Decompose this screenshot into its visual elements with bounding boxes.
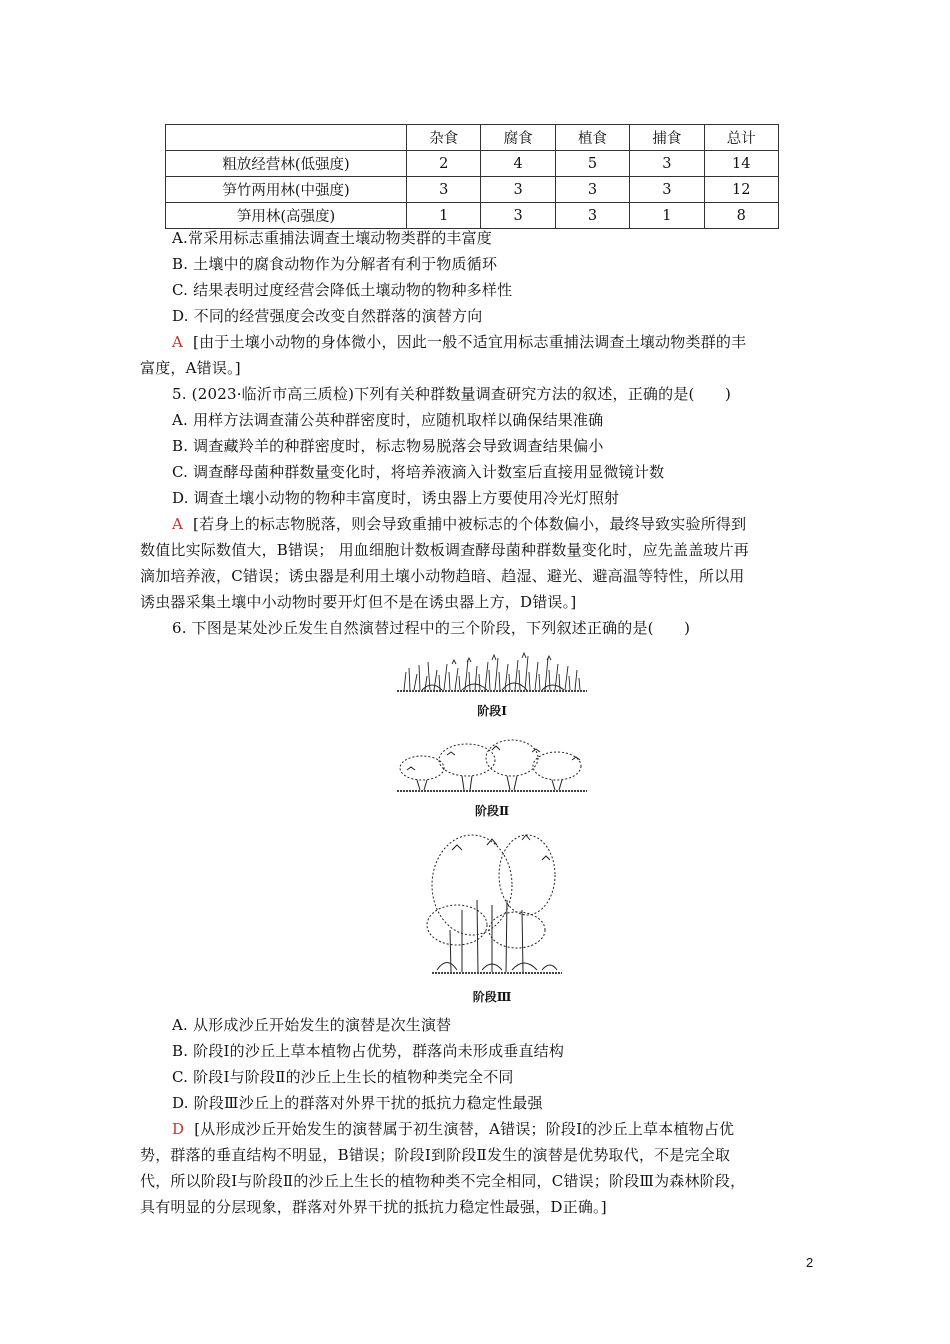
stage-3-figure bbox=[392, 830, 592, 1010]
stage-2-figure bbox=[392, 730, 592, 822]
q4-option-a: A.常采用标志重捕法调查土壤动物类群的丰富度 bbox=[172, 229, 493, 247]
table-cell: 3 bbox=[555, 177, 629, 203]
table-cell: 8 bbox=[704, 203, 778, 229]
q6-option-c: C. 阶段Ⅰ与阶段Ⅱ的沙丘上生长的植物种类完全不同 bbox=[172, 1068, 514, 1086]
shrubland-illustration bbox=[392, 730, 592, 796]
table-header-cell: 植食 bbox=[555, 125, 629, 151]
q5-option-d: D. 调查土壤小动物的物种丰富度时，诱虫器上方要使用冷光灯照射 bbox=[172, 489, 620, 507]
table-header-cell: 总计 bbox=[704, 125, 778, 151]
table-header-row bbox=[166, 125, 779, 151]
q5-explanation: [若身上的标志物脱落，则会导致重捕中被标志的个体数偏小，最终导致实验所得到 bbox=[193, 515, 747, 533]
table-header-cell: 捕食 bbox=[630, 125, 704, 151]
q5-option-a: A. 用样方法调查蒲公英种群密度时，应随机取样以确保结果准确 bbox=[172, 411, 604, 429]
q6-explanation: 代，所以阶段Ⅰ与阶段Ⅱ的沙丘上生长的植物种类不完全相同，C错误；阶段Ⅲ为森林阶段， bbox=[140, 1172, 746, 1190]
table-header-cell: 腐食 bbox=[481, 125, 555, 151]
table-cell: 3 bbox=[555, 203, 629, 229]
table-cell: 3 bbox=[407, 177, 481, 203]
table-cell: 14 bbox=[704, 151, 778, 177]
table-cell: 1 bbox=[407, 203, 481, 229]
q4-answer-key: A bbox=[172, 333, 184, 351]
q6-answer-line bbox=[172, 1119, 734, 1139]
q4-explanation: 富度，A错误。] bbox=[140, 359, 241, 377]
table-cell: 4 bbox=[481, 151, 555, 177]
stage-3-caption: 阶段Ⅲ bbox=[472, 990, 512, 1004]
q6-option-d: D. 阶段Ⅲ沙丘上的群落对外界干扰的抵抗力稳定性最强 bbox=[172, 1094, 543, 1112]
table-header-cell: 杂食 bbox=[407, 125, 481, 151]
q6-explanation: [从形成沙丘开始发生的演替属于初生演替，A错误；阶段Ⅰ的沙丘上草本植物占优 bbox=[194, 1120, 735, 1138]
soil-animal-table bbox=[165, 124, 779, 229]
q6-explanation: 势，群落的垂直结构不明显，B错误；阶段Ⅰ到阶段Ⅱ发生的演替是优势取代，不是完全取 bbox=[140, 1146, 731, 1164]
q6-option-b: B. 阶段Ⅰ的沙丘上草本植物占优势，群落尚未形成垂直结构 bbox=[172, 1042, 565, 1060]
q4-answer-line bbox=[172, 332, 746, 352]
q5-explanation: 数值比实际数值大，B错误； 用血细胞计数板调查酵母菌种群数量变化时，应先盖盖玻片再 bbox=[140, 541, 749, 559]
table-cell: 3 bbox=[630, 177, 704, 203]
forest-illustration bbox=[392, 830, 592, 980]
q5-answer-key: A bbox=[172, 515, 184, 533]
table-header-cell bbox=[166, 125, 407, 151]
table-cell: 3 bbox=[630, 151, 704, 177]
q5-explanation: 诱虫器采集土壤中小动物时要开灯但不是在诱虫器上方，D错误。] bbox=[140, 593, 577, 611]
grassland-illustration bbox=[392, 650, 592, 695]
table-row bbox=[166, 177, 779, 203]
q5-stem: 5. (2023·临沂市高三质检)下列有关种群数量调查研究方法的叙述，正确的是( ) bbox=[172, 385, 732, 403]
table-cell: 3 bbox=[481, 203, 555, 229]
q5-option-c: C. 调查酵母菌种群数量变化时，将培养液滴入计数室后直接用显微镜计数 bbox=[172, 463, 665, 481]
q4-explanation: [由于土壤小动物的身体微小，因此一般不适宜用标志重捕法调查土壤动物类群的丰 bbox=[193, 333, 747, 351]
table-row bbox=[166, 203, 779, 229]
stage-2-caption: 阶段Ⅱ bbox=[474, 804, 510, 818]
q5-option-b: B. 调查藏羚羊的种群密度时，标志物易脱落会导致调查结果偏小 bbox=[172, 437, 604, 455]
q6-stem: 6. 下图是某处沙丘发生自然演替过程中的三个阶段，下列叙述正确的是( ) bbox=[172, 619, 691, 637]
q6-explanation: 具有明显的分层现象，群落对外界干扰的抵抗力稳定性最强，D正确。] bbox=[140, 1198, 607, 1216]
table-row bbox=[166, 151, 779, 177]
q5-answer-line bbox=[172, 514, 746, 534]
table-cell: 笋用林(高强度) bbox=[166, 203, 407, 229]
page-number: 2 bbox=[806, 1255, 814, 1270]
q6-answer-key: D bbox=[172, 1120, 185, 1138]
table-cell: 5 bbox=[555, 151, 629, 177]
q4-option-c: C. 结果表明过度经营会降低土壤动物的物种多样性 bbox=[172, 281, 513, 299]
q5-explanation: 滴加培养液，C错误；诱虫器是利用土壤小动物趋暗、趋湿、避光、避高温等特性，所以用 bbox=[140, 567, 745, 585]
stage-1-figure bbox=[392, 650, 592, 720]
table-cell: 1 bbox=[630, 203, 704, 229]
q4-option-b: B. 土壤中的腐食动物作为分解者有利于物质循环 bbox=[172, 255, 498, 273]
table-cell: 粗放经营林(低强度) bbox=[166, 151, 407, 177]
q6-option-a: A. 从形成沙丘开始发生的演替是次生演替 bbox=[172, 1016, 452, 1034]
table-cell: 12 bbox=[704, 177, 778, 203]
q4-option-d: D. 不同的经营强度会改变自然群落的演替方向 bbox=[172, 307, 483, 325]
table-cell: 3 bbox=[481, 177, 555, 203]
stage-1-caption: 阶段Ⅰ bbox=[477, 704, 507, 718]
table-cell: 笋竹两用林(中强度) bbox=[166, 177, 407, 203]
table-cell: 2 bbox=[407, 151, 481, 177]
